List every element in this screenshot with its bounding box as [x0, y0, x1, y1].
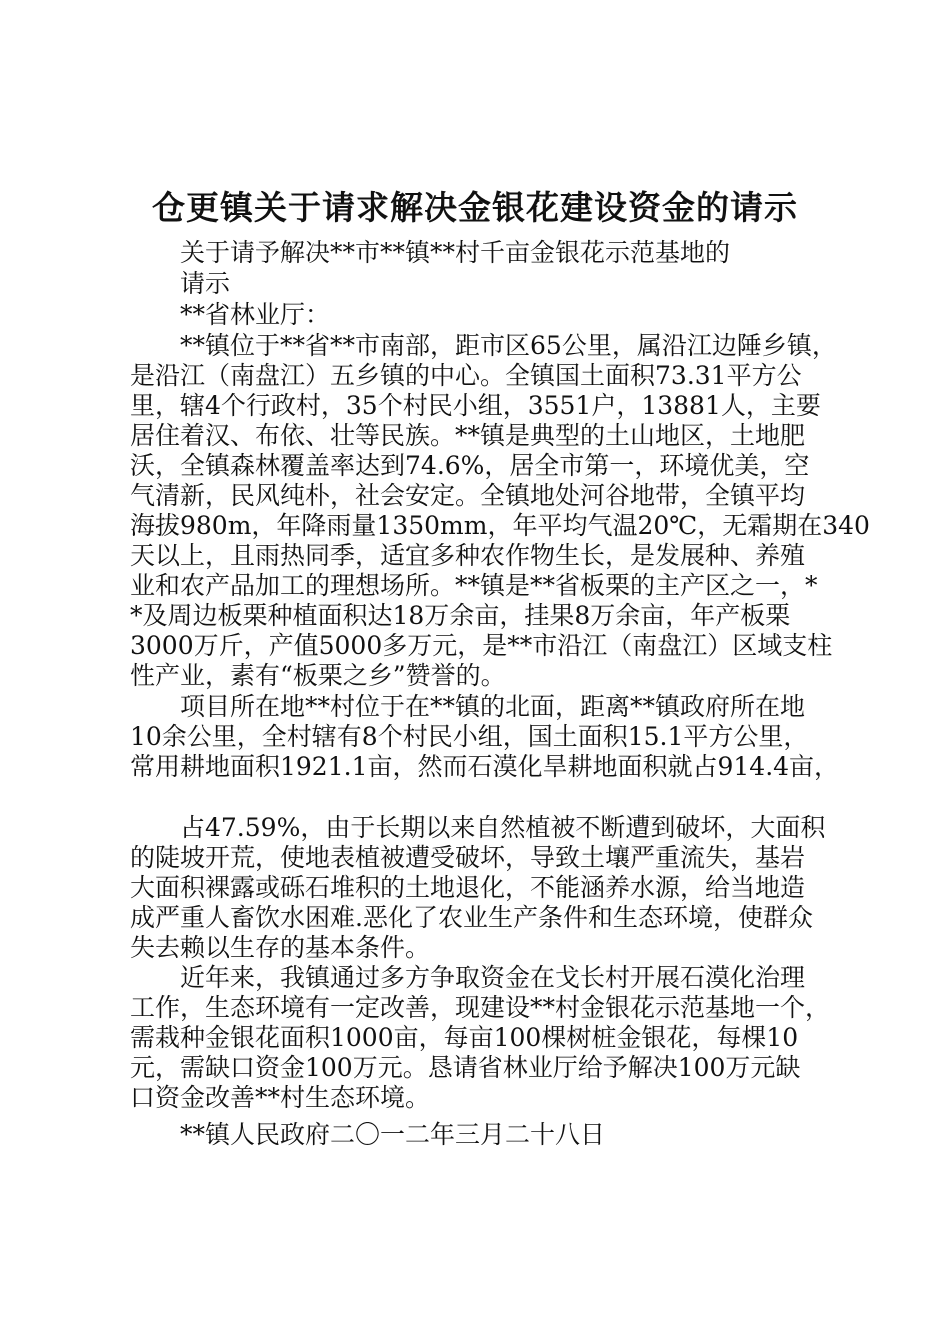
- body-line: 居住着汉、布依、壮等民族。**镇是典型的土山地区，土地肥: [130, 421, 806, 450]
- subtitle-line: 关于请予解决**市**镇**村千亩金银花示范基地的: [180, 238, 731, 267]
- salutation: **省林业厅：: [180, 300, 331, 329]
- body-line: 是沿江（南盘江）五乡镇的中心。全镇国土面积73.31平方公: [130, 361, 802, 390]
- subtitle-line: 请示: [180, 269, 231, 298]
- body-line: 近年来，我镇通过多方争取资金在戈长村开展石漠化治理: [180, 963, 806, 992]
- body-line: 项目所在地**村位于在**镇的北面，距离**镇政府所在地: [180, 692, 806, 721]
- body-line: 10余公里，全村辖有8个村民小组，国土面积15.1平方公里，: [130, 722, 809, 751]
- body-line: 失去赖以生存的基本条件。: [130, 933, 431, 962]
- body-line: 成严重人畜饮水困难.恶化了农业生产条件和生态环境，使群众: [130, 903, 813, 932]
- body-line: 气清新，民风纯朴，社会安定。全镇地处河谷地带，全镇平均: [130, 481, 806, 510]
- signature-line: **镇人民政府二〇一二年三月二十八日: [180, 1120, 606, 1149]
- document-title: 仓更镇关于请求解决金银花建设资金的请示: [152, 188, 798, 227]
- body-line: 性产业，素有“板栗之乡”赞誉的。: [130, 661, 506, 690]
- body-line: 天以上，且雨热同季，适宜多种农作物生长，是发展种、养殖: [130, 541, 806, 570]
- body-line: 需栽种金银花面积1000亩，每亩100棵树桩金银花，每棵10: [130, 1023, 799, 1052]
- body-line: *及周边板栗种植面积达18万余亩，挂果8万余亩，年产板栗: [130, 601, 791, 630]
- body-line: 工作，生态环境有一定改善，现建设**村金银花示范基地一个，: [130, 993, 831, 1022]
- body-line: **镇位于**省**市南部，距市区65公里，属沿江边陲乡镇，: [180, 331, 837, 360]
- body-line: 常用耕地面积1921.1亩，然而石漠化旱耕地面积就占914.4亩，: [130, 752, 840, 781]
- body-line: 业和农产品加工的理想场所。**镇是**省板栗的主产区之一，*: [130, 571, 818, 600]
- body-line: 沃，全镇森林覆盖率达到74.6%，居全市第一，环境优美，空: [130, 451, 810, 480]
- body-line: 口资金改善**村生态环境。: [130, 1083, 431, 1112]
- body-line: 大面积裸露或砾石堆积的土地退化，不能涵养水源，给当地造: [130, 873, 806, 902]
- body-line: 占47.59%，由于长期以来自然植被不断遭到破坏，大面积: [180, 813, 826, 842]
- body-line: 的陡坡开荒，使地表植被遭受破坏，导致土壤严重流失，基岩: [130, 843, 806, 872]
- body-line: 3000万斤，产值5000多万元，是**市沿江（南盘江）区域支柱: [130, 631, 833, 660]
- body-line: 里，辖4个行政村，35个村民小组，3551户，13881人，主要: [130, 391, 821, 420]
- body-line: 海拔980m，年降雨量1350mm，年平均气温20℃，无霜期在340: [130, 511, 870, 540]
- body-line: 元，需缺口资金100万元。恳请省林业厅给予解决100万元缺: [130, 1053, 801, 1082]
